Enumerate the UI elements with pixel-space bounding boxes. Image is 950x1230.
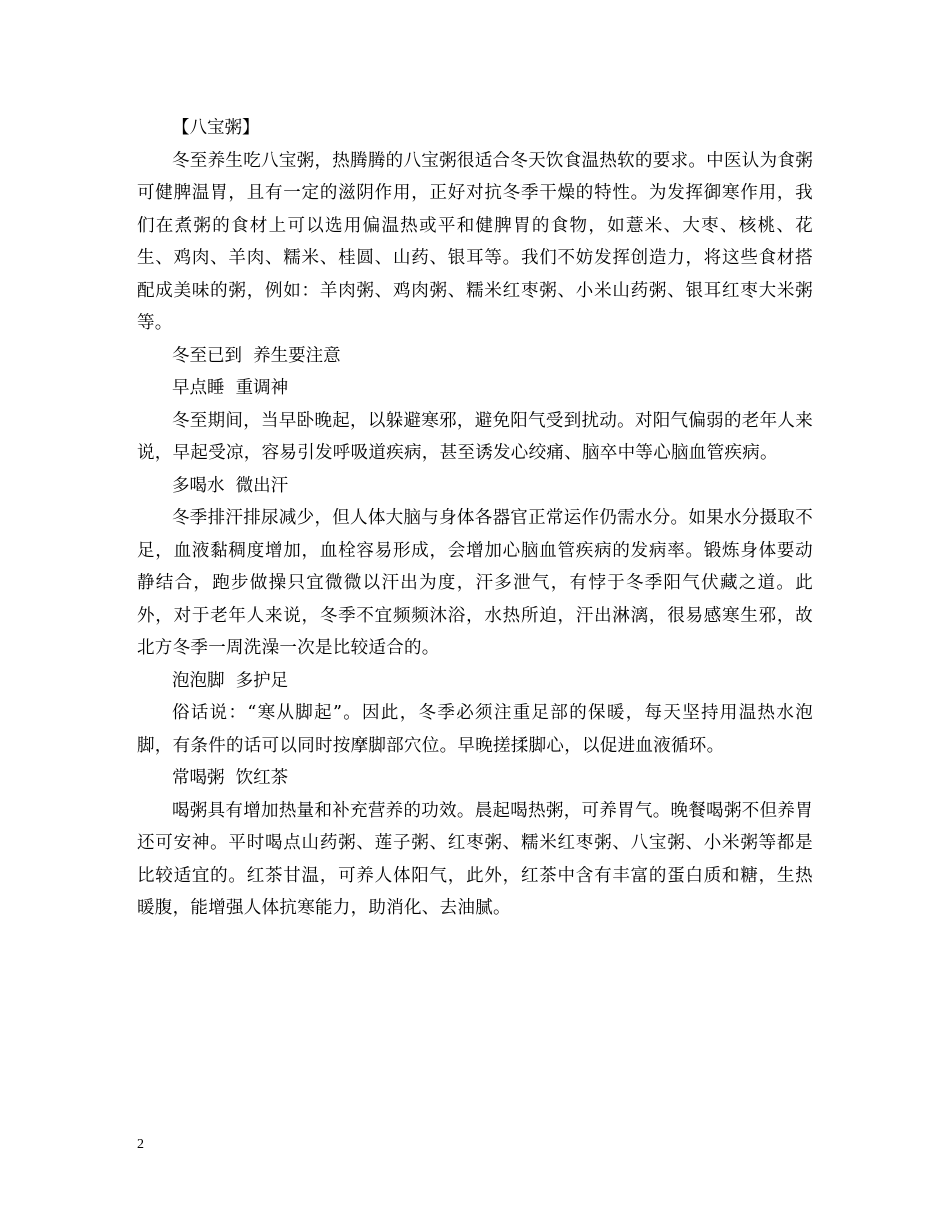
paragraph-babaozhou: 冬至养生吃八宝粥，热腾腾的八宝粥很适合冬天饮食温热软的要求。中医认为食粥可健脾温胃，且有一定的滋阴作用，正好对抗冬季干燥的特性。为发挥御寒作用，我们在煮粥的食材上可以选用偏温热或平和健脾胃的食物，如薏米、大枣、核桃、花生、鸡肉、羊肉、糯米、桂圆、山药、银耳等。我们不妨发挥创造力，将这些食材搭配成美味的粥，例如：羊肉粥、鸡肉粥、糯米红枣粥、小米山药粥、银耳红枣大米粥等。	[137, 150, 813, 333]
subheading-drink-water: 多喝水 微出汗	[172, 475, 289, 496]
subheading-foot-soak: 泡泡脚 多护足	[172, 670, 289, 691]
paragraph-porridge-tea: 喝粥具有增加热量和补充营养的功效。晨起喝热粥，可养胃气。晚餐喝粥不但养胃还可安神。平时喝点山药粥、莲子粥、红枣粥、糯米红枣粥、八宝粥、小米粥等都是比较适宜的。红茶甘温，可养人体阳气，此外，红茶中含有丰富的蛋白质和糖，生热暖腹，能增强人体抗寒能力，助消化、去油腻。	[137, 800, 813, 918]
subheading-porridge-tea: 常喝粥 饮红茶	[172, 768, 289, 788]
page-number: 2	[137, 1137, 144, 1152]
document-body	[137, 112, 813, 925]
paragraph-drink-water: 冬季排汗排尿减少，但人体大脑与身体各器官正常运作仍需水分。如果水分摄取不足，血液黏稠度增加，血栓容易形成，会增加心脑血管疾病的发病率。锻炼身体要动静结合，跑步做操只宜微微以汗出为度，汗多泄气，有悖于冬季阳气伏藏之道。此外，对于老年人来说，冬季不宜频频沐浴，水热所迫，汗出淋漓，很易感寒生邪，故北方冬季一周洗澡一次是比较适合的。	[137, 508, 813, 658]
section-heading-babaozhou: 【八宝粥】	[172, 118, 260, 138]
subheading-sleep-early: 早点睡 重调神	[172, 378, 289, 398]
section-heading-dongzhi: 冬至已到 养生要注意	[172, 345, 341, 366]
paragraph-sleep-early: 冬至期间，当早卧晚起，以躲避寒邪，避免阳气受到扰动。对阳气偏弱的老年人来说，早起受凉，容易引发呼吸道疾病，甚至诱发心绞痛、脑卒中等心脑血管疾病。	[137, 410, 813, 463]
paragraph-foot-soak: 俗话说：“寒从脚起”。因此，冬季必须注重足部的保暖，每天坚持用温热水泡脚，有条件的话可以同时按摩脚部穴位。早晚搓揉脚心，以促进血液循环。	[137, 703, 813, 756]
